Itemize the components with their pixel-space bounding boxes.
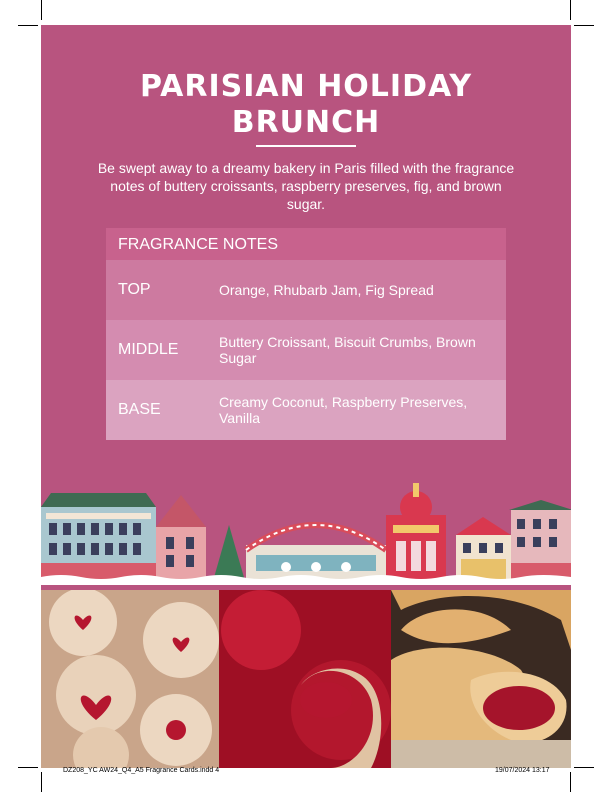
food-photo-strip xyxy=(41,590,571,768)
note-value: Buttery Croissant, Biscuit Crumbs, Brown Sugar xyxy=(219,334,476,366)
note-row-top xyxy=(106,260,506,320)
croissant-photo xyxy=(391,590,571,768)
building-right xyxy=(456,500,571,581)
note-row-middle xyxy=(106,320,506,380)
card-title xyxy=(41,69,571,141)
note-value: Creamy Coconut, Raspberry Preserves, Vanilla xyxy=(219,394,468,426)
building-left xyxy=(41,493,156,581)
note-label: BASE xyxy=(118,401,161,418)
market-hall xyxy=(246,525,386,581)
fragrance-card xyxy=(41,25,571,768)
crop-mark xyxy=(18,767,38,768)
note-label: TOP xyxy=(118,281,151,298)
crop-mark xyxy=(41,0,42,20)
crop-mark xyxy=(41,772,42,792)
note-row-base xyxy=(106,380,506,440)
paris-skyline-illustration xyxy=(41,455,571,585)
title-line-1: PARISIAN HOLIDAY xyxy=(139,69,473,104)
crop-mark xyxy=(18,25,38,26)
card-description: Be swept away to a dreamy bakery in Paris filled with the fragrance notes of buttery croissants, raspberry preserves, fig, and brown sugar. xyxy=(97,160,515,212)
crop-mark xyxy=(574,25,594,26)
raspberry-jam-photo xyxy=(219,590,391,768)
crop-mark xyxy=(570,0,571,20)
crop-mark xyxy=(574,767,594,768)
print-slug-datetime: 19/07/2024 13:17 xyxy=(495,767,550,774)
title-line-2: BRUNCH xyxy=(231,105,381,140)
building-tower xyxy=(156,495,206,581)
print-slug-filename: DZ208_YC AW24_Q4_A5 Fragrance Cards.indd 4 xyxy=(63,767,220,774)
fragrance-notes-table xyxy=(106,228,506,440)
domed-building xyxy=(386,483,446,581)
note-label: MIDDLE xyxy=(118,341,179,358)
title-divider xyxy=(256,145,356,147)
note-value: Orange, Rhubarb Jam, Fig Spread xyxy=(219,282,434,298)
notes-heading: FRAGRANCE NOTES xyxy=(106,228,506,260)
crop-mark xyxy=(570,772,571,792)
linzer-cookies-photo xyxy=(41,590,219,768)
